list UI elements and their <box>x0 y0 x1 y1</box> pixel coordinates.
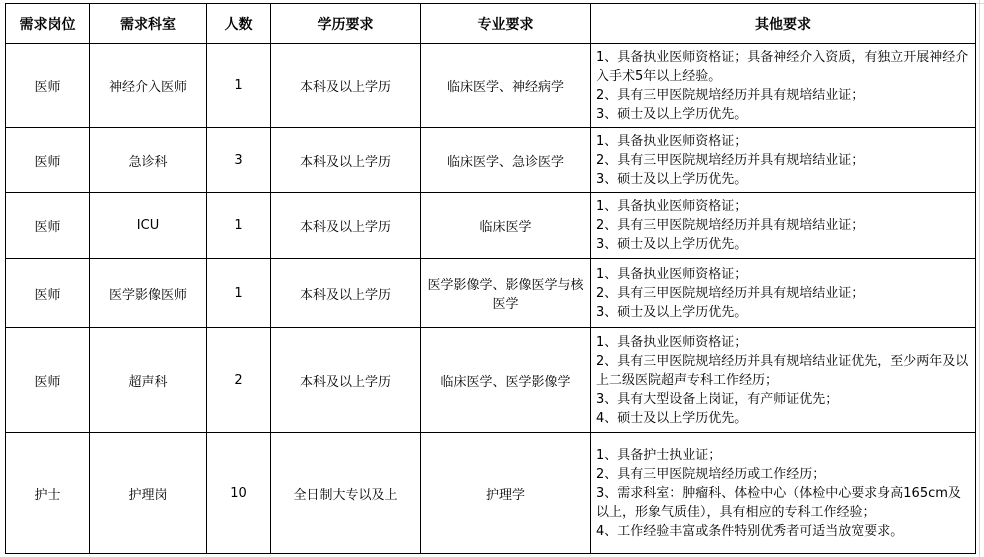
recruitment-table <box>5 3 976 554</box>
cell-major: 临床医学、医学影像学 <box>421 328 591 433</box>
cell-education: 全日制大专以及上 <box>271 433 421 554</box>
header-row <box>6 4 976 44</box>
cell-dept: ICU <box>90 193 207 259</box>
table-row <box>6 193 976 259</box>
cell-count: 1 <box>207 259 271 328</box>
cell-post: 医师 <box>6 193 90 259</box>
header-major: 专业要求 <box>421 4 591 44</box>
requirement-line: 3、需求科室：肿瘤科、体检中心（体检中心要求身高165cm及以上，形象气质佳），具有相应的专科工作经验； <box>596 485 961 520</box>
cell-dept: 医学影像医师 <box>90 259 207 328</box>
requirement-line: 1、具备执业医师资格证； <box>596 133 748 149</box>
cell-major: 医学影像学、影像医学与核医学 <box>421 259 591 328</box>
requirement-line: 2、具有三甲医院规培经历并具有规培结业证； <box>596 218 865 233</box>
requirement-line: 1、具备护士执业证； <box>596 447 722 463</box>
table-row <box>6 328 976 433</box>
cell-education: 本科及以上学历 <box>271 259 421 328</box>
cell-dept: 超声科 <box>90 328 207 433</box>
header-count: 人数 <box>207 4 271 44</box>
cell-education: 本科及以上学历 <box>271 128 421 193</box>
requirement-line: 3、硕士及以上学历优先。 <box>596 171 748 187</box>
requirement-line: 3、硕士及以上学历优先。 <box>596 237 748 252</box>
requirement-line: 2、具有三甲医院规培经历并具有规培结业证； <box>596 152 865 168</box>
cell-count: 10 <box>207 433 271 554</box>
header-post: 需求岗位 <box>6 4 90 44</box>
requirement-line: 3、具有大型设备上岗证，有产师证优先； <box>596 391 839 407</box>
cell-count: 2 <box>207 328 271 433</box>
table-row <box>6 44 976 128</box>
requirement-line: 4、硕士及以上学历优先。 <box>596 410 748 426</box>
cell-other <box>591 259 976 328</box>
cell-major: 临床医学、神经病学 <box>421 44 591 128</box>
grid-line-top <box>975 3 984 4</box>
cell-other <box>591 433 976 554</box>
cell-post: 医师 <box>6 128 90 193</box>
table-row <box>6 433 976 554</box>
cell-other <box>591 44 976 128</box>
requirement-line: 3、硕士及以上学历优先。 <box>596 304 748 320</box>
requirement-line: 3、硕士及以上学历优先。 <box>596 106 748 122</box>
requirement-line: 2、具有三甲医院规培经历或工作经历； <box>596 466 826 482</box>
requirement-line: 2、具有三甲医院规培经历并具有规培结业证； <box>596 87 865 103</box>
cell-dept: 护理岗 <box>90 433 207 554</box>
grid-line-right <box>979 0 980 557</box>
cell-dept: 神经介入医师 <box>90 44 207 128</box>
table-row <box>6 128 976 193</box>
cell-post: 护士 <box>6 433 90 554</box>
cell-other <box>591 328 976 433</box>
requirement-line: 1、具备执业医师资格证； <box>596 266 748 282</box>
cell-post: 医师 <box>6 328 90 433</box>
cell-post: 医师 <box>6 44 90 128</box>
cell-major: 临床医学、急诊医学 <box>421 128 591 193</box>
cell-major: 护理学 <box>421 433 591 554</box>
header-other: 其他要求 <box>591 4 976 44</box>
cell-post: 医师 <box>6 259 90 328</box>
requirement-line: 4、工作经验丰富或条件特别优秀者可适当放宽要求。 <box>596 523 904 539</box>
cell-dept: 急诊科 <box>90 128 207 193</box>
requirement-line: 1、具备执业医师资格证； <box>596 334 748 350</box>
requirement-line: 2、具有三甲医院规培经历并具有规培结业证优先，至少两年及以上二级医院超声专科工作经历； <box>596 353 969 388</box>
cell-count: 1 <box>207 44 271 128</box>
requirement-line: 2、具有三甲医院规培经历并具有规培结业证； <box>596 285 865 301</box>
requirement-line: 1、具备执业医师资格证；具备神经介入资质，有独立开展神经介入手术5年以上经验。 <box>596 49 969 84</box>
cell-other <box>591 128 976 193</box>
cell-other <box>591 193 976 259</box>
cell-count: 3 <box>207 128 271 193</box>
table-row <box>6 259 976 328</box>
cell-education: 本科及以上学历 <box>271 193 421 259</box>
requirement-line: 1、具备执业医师资格证； <box>596 199 748 214</box>
cell-education: 本科及以上学历 <box>271 328 421 433</box>
cell-major: 临床医学 <box>421 193 591 259</box>
header-education: 学历要求 <box>271 4 421 44</box>
cell-education: 本科及以上学历 <box>271 44 421 128</box>
header-dept: 需求科室 <box>90 4 207 44</box>
cell-count: 1 <box>207 193 271 259</box>
